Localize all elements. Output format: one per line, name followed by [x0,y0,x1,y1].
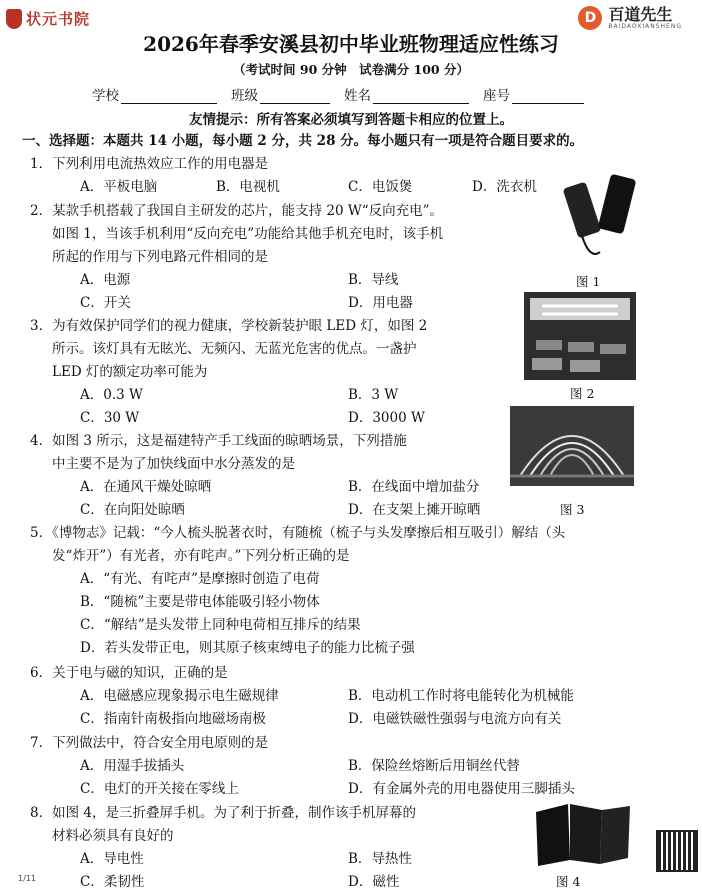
q5-option-b: B．“随梳”主要是带电体能吸引轻小物体 [80,594,320,610]
q1-option-a: A．平板电脑 [80,179,158,195]
school-field[interactable]: 学校 [92,84,217,104]
q8-line1: 8．如图 4，是三折叠屏手机。为了利于折叠，制作该手机屏幕的 [30,805,416,821]
q6-option-d: D．电磁铁磁性强弱与电流方向有关 [348,711,562,727]
q1-option-b: B．电视机 [216,179,280,195]
q2-option-c: C．开关 [80,295,131,311]
q3-line3: LED 灯的额定功率可能为 [52,364,208,380]
q7-option-c: C．电灯的开关接在零线上 [80,781,239,797]
q4-line2: 中主要不是为了加快线面中水分蒸发的是 [52,456,295,472]
figure3-caption: 图 3 [560,502,585,517]
figure2-classroom [524,292,636,380]
q3-option-a: A．0.3 W [80,387,143,403]
section-heading: 一、选择题：本题共 14 小题，每小题 2 分，共 28 分。每小题只有一项是符合题目要求的。 [22,133,584,149]
left-logo-text: 状元书院 [26,10,91,28]
q6-option-b: B．电动机工作时将电能转化为机械能 [348,688,574,704]
figure2-caption: 图 2 [570,386,595,401]
q5-option-c: C．“解结”是头发带上同种电荷相互排斥的结果 [80,617,361,633]
figure1-phones [560,172,640,272]
q2-option-d: D．用电器 [348,295,413,311]
q1-stem: 1．下列利用电流热效应工作的用电器是 [30,156,269,172]
q2-line2: 如图 1，当该手机利用“反向充电”功能给其他手机充电时，该手机 [52,226,444,242]
q1-option-c: C．电饭煲 [348,179,413,195]
q8-option-d: D．磁性 [348,874,400,890]
q7-option-a: A．用湿手拔插头 [80,758,185,774]
page-title: 2026年春季安溪县初中毕业班物理适应性练习 [143,32,559,56]
q3-line1: 3．为有效保护同学们的视力健康，学校新装护眼 LED 灯，如图 2 [30,318,428,334]
q3-option-c: C．30 W [80,410,140,426]
q4-line1: 4．如图 3 所示，这是福建特产手工线面的晾晒场景，下列措施 [30,433,407,449]
figure3-noodles [510,406,634,486]
q6-stem: 6．关于电与磁的知识，正确的是 [30,665,228,681]
q3-option-d: D．3000 W [348,410,425,426]
q5-line2: 发“炸开”）有光者，亦有咤声。”下列分析正确的是 [52,548,350,564]
q5-line1: 5．《博物志》记载：“今人梳头脱著衣时，有随梳（梳子与头发摩擦后相互吸引）解结（头 [30,525,566,541]
q7-option-b: B．保险丝熔断后用铜丝代替 [348,758,520,774]
q7-option-d: D．有金属外壳的用电器使用三脚插头 [348,781,575,797]
q6-option-c: C．指南针南极指向地磁场南极 [80,711,266,727]
q1-option-d: D．洗衣机 [472,179,537,195]
baidao-mark-icon: D [578,6,602,30]
q5-option-d: D．若头发带正电，则其原子核束缚电子的能力比梳子强 [80,640,415,656]
q4-option-b: B．在线面中增加盐分 [348,479,480,495]
q3-line2: 所示。该灯具有无眩光、无频闪、无蓝光危害的优点。一盏护 [52,341,417,357]
q7-stem: 7．下列做法中，符合安全用电原则的是 [30,735,269,751]
figure1-caption: 图 1 [576,274,601,289]
exam-info: （考试时间 90 分钟 试卷满分 100 分） [233,62,469,77]
q4-option-d: D．在支架上摊开晾晒 [348,502,481,518]
q8-option-b: B．导热性 [348,851,412,867]
q4-option-c: C．在向阳处晾晒 [80,502,185,518]
class-field[interactable]: 班级 [231,84,330,104]
q8-line2: 材料必须具有良好的 [52,828,174,844]
baidao-logo [578,6,682,30]
zhuangyuan-logo [6,8,90,29]
q2-line3: 所起的作用与下列电路元件相同的是 [52,249,268,265]
seat-field[interactable]: 座号 [483,84,584,104]
q5-option-a: A．“有光、有咤声”是摩擦时创造了电荷 [80,571,320,587]
q4-option-a: A．在通风干燥处晾晒 [80,479,212,495]
right-logo-text: 百道先生 [608,4,673,24]
q8-option-c: C．柔韧性 [80,874,145,890]
q2-line1: 2．某款手机搭载了我国自主研发的芯片，能支持 20 W“反向充电”。 [30,203,444,219]
figure4-caption: 图 4 [556,874,581,889]
page-number: 1/11 [18,874,36,883]
emblem-icon [6,9,22,29]
q2-option-b: B．导线 [348,272,399,288]
q8-option-a: A．导电性 [80,851,144,867]
student-info-fields [92,84,598,104]
q2-option-a: A．电源 [80,272,131,288]
q3-option-b: B．3 W [348,387,399,403]
qr-code [656,830,698,872]
name-field[interactable]: 姓名 [344,84,469,104]
figure4-folding-phone [530,800,634,870]
right-logo-sub: BAIDAOXIANSHENG [608,22,682,30]
q6-option-a: A．电磁感应现象揭示电生磁规律 [80,688,279,704]
friendly-tip: 友情提示：所有答案必须填写到答题卡相应的位置上。 [189,112,513,128]
